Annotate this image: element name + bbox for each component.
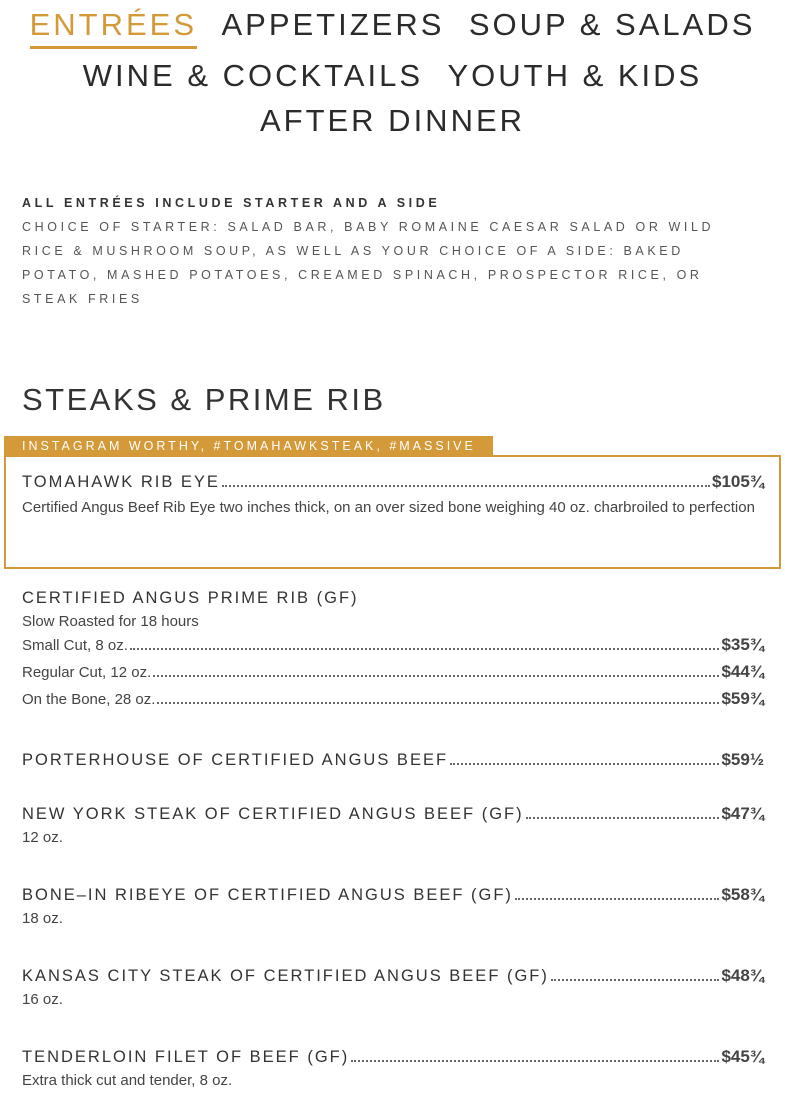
item-name: NEW YORK STEAK OF CERTIFIED ANGUS BEEF (GF) xyxy=(22,805,524,823)
item-description: 16 oz. xyxy=(22,991,63,1008)
item-description: Certified Angus Beef Rib Eye two inches thick, on an over sized bone weighing 40 oz. charbroiled to perfection xyxy=(22,499,755,516)
tab-soup-salads[interactable]: SOUP & SALADS xyxy=(468,7,756,42)
item-price: $45¾ xyxy=(721,1047,764,1066)
item-price: $48¾ xyxy=(721,966,764,985)
dot-leader xyxy=(526,816,720,819)
dot-leader xyxy=(351,1059,719,1062)
item-description: Slow Roasted for 18 hours xyxy=(22,613,199,630)
tab-appetizers[interactable]: APPETIZERS xyxy=(221,7,445,42)
dot-leader xyxy=(130,647,720,650)
menu-item-tenderloin xyxy=(22,1047,764,1094)
section-title: STEAKS & PRIME RIB xyxy=(22,382,386,417)
item-description: Extra thick cut and tender, 8 oz. xyxy=(22,1072,233,1089)
item-price: $58¾ xyxy=(721,885,764,904)
menu-item-porterhouse xyxy=(22,750,764,770)
menu-item-new-york xyxy=(22,804,764,851)
featured-item xyxy=(22,472,764,521)
option-label: Regular Cut, 12 oz. xyxy=(22,664,152,681)
option-row xyxy=(22,635,764,662)
option-label: Small Cut, 8 oz. xyxy=(22,637,128,654)
tab-after-dinner[interactable]: AFTER DINNER xyxy=(259,103,526,138)
item-name: CERTIFIED ANGUS PRIME RIB (GF) xyxy=(22,589,359,607)
dot-leader xyxy=(157,701,719,704)
item-name: BONE–IN RIBEYE OF CERTIFIED ANGUS BEEF (GF) xyxy=(22,886,513,904)
dot-leader xyxy=(551,978,720,981)
option-price: $59¾ xyxy=(721,689,764,708)
option-price: $35¾ xyxy=(721,635,764,654)
item-name: PORTERHOUSE OF CERTIFIED ANGUS BEEF xyxy=(22,751,449,769)
option-price: $44¾ xyxy=(721,662,764,681)
tab-youth-kids[interactable]: YOUTH & KIDS xyxy=(447,58,703,93)
menu-item-kansas-city xyxy=(22,966,764,1013)
featured-badge: INSTAGRAM WORTHY, #TOMAHAWKSTEAK, #MASSIVE xyxy=(4,436,493,456)
item-price: $47¾ xyxy=(721,804,764,823)
category-nav-row-2 xyxy=(0,58,785,97)
item-description: 18 oz. xyxy=(22,910,63,927)
tab-wine-cocktails[interactable]: WINE & COCKTAILS xyxy=(82,58,424,93)
dot-leader xyxy=(222,484,710,487)
option-row xyxy=(22,662,764,689)
option-row xyxy=(22,689,764,716)
tab-entrees[interactable]: ENTRÉES xyxy=(30,7,197,49)
option-label: On the Bone, 28 oz. xyxy=(22,691,156,708)
entree-note-body: CHOICE OF STARTER: SALAD BAR, BABY ROMAINE CAESAR SALAD OR WILD RICE & MUSHROOM SOUP, AS WELL AS YOUR CHOICE OF A SIDE: BAKED POTATO, MASHED POTATOES, CREAMED SPINACH, PROSPECTOR RICE, OR STEAK FRIES xyxy=(22,220,715,306)
item-name: TENDERLOIN FILET OF BEEF (GF) xyxy=(22,1048,350,1066)
item-name: TOMAHAWK RIB EYE xyxy=(22,473,220,491)
entree-note-heading: ALL ENTRÉES INCLUDE STARTER AND A SIDE xyxy=(22,196,441,210)
item-name: KANSAS CITY STEAK OF CERTIFIED ANGUS BEEF (GF) xyxy=(22,967,549,985)
item-price: $59½ xyxy=(721,750,764,769)
category-nav-row-1 xyxy=(0,7,785,49)
dot-leader xyxy=(450,762,719,765)
category-nav-row-3 xyxy=(0,103,785,142)
menu-item-bone-in-ribeye xyxy=(22,885,764,932)
menu-item-prime-rib xyxy=(22,589,764,716)
item-price: $105¾ xyxy=(712,472,764,491)
dot-leader xyxy=(515,897,720,900)
item-description: 12 oz. xyxy=(22,829,63,846)
dot-leader xyxy=(153,674,719,677)
